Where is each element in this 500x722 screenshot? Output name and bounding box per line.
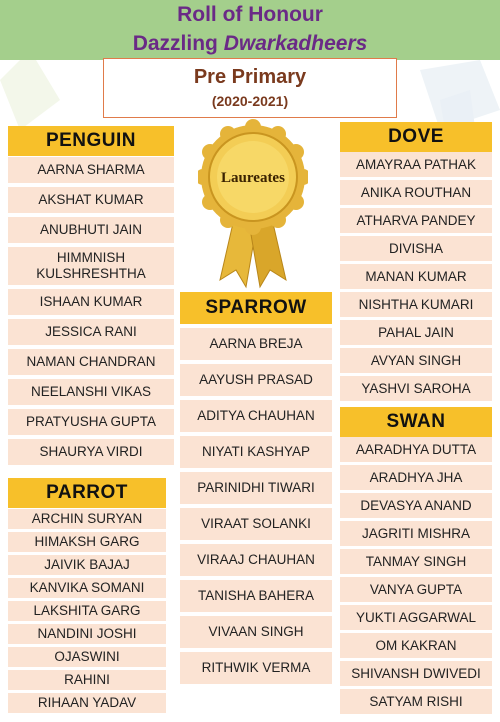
house-title-sparrow: SPARROW — [180, 292, 332, 324]
list-item: SATYAM RISHI — [340, 689, 492, 714]
list-item: PRATYUSHA GUPTA — [8, 409, 174, 435]
medal-label: Laureates — [221, 170, 285, 186]
list-item: VIVAAN SINGH — [180, 616, 332, 648]
list-item: YUKTI AGGARWAL — [340, 605, 492, 630]
list-item: ISHAAN KUMAR — [8, 289, 174, 315]
list-item: RAHINI — [8, 670, 166, 690]
list-item: RITHWIK VERMA — [180, 652, 332, 684]
list-item: VANYA GUPTA — [340, 577, 492, 602]
house-title-swan: SWAN — [340, 407, 492, 437]
list-item: ADITYA CHAUHAN — [180, 400, 332, 432]
house-title-parrot: PARROT — [8, 478, 166, 508]
list-item: NISHTHA KUMARI — [340, 292, 492, 317]
list-item: AAYUSH PRASAD — [180, 364, 332, 396]
section-title: Pre Primary — [193, 66, 307, 88]
list-item: NIYATI KASHYAP — [180, 436, 332, 468]
list-item: OJASWINI — [8, 647, 166, 667]
list-item: HIMMNISH KULSHRESHTHA — [8, 247, 174, 285]
academic-year: (2020-2021) — [211, 93, 289, 109]
list-item: NANDINI JOSHI — [8, 624, 166, 644]
list-item: LAKSHITA GARG — [8, 601, 166, 621]
section-heading-box — [103, 58, 397, 118]
list-item: ANUBHUTI JAIN — [8, 217, 174, 243]
list-item: NEELANSHI VIKAS — [8, 379, 174, 405]
list-item: TANMAY SINGH — [340, 549, 492, 574]
page-title: Roll of Honour — [177, 3, 323, 26]
page-subtitle: Dazzling Dwarkadheers — [132, 32, 368, 55]
gold-medal-icon — [198, 115, 308, 290]
list-item: VIRAAJ CHAUHAN — [180, 544, 332, 576]
list-item: TANISHA BAHERA — [180, 580, 332, 612]
list-item: HIMAKSH GARG — [8, 532, 166, 552]
list-item: JAGRITI MISHRA — [340, 521, 492, 546]
list-item: RIHAAN YADAV — [8, 693, 166, 713]
list-item: SHAURYA VIRDI — [8, 439, 174, 465]
list-item: AKSHAT KUMAR — [8, 187, 174, 213]
list-item: ANIKA ROUTHAN — [340, 180, 492, 205]
list-item: DIVISHA — [340, 236, 492, 261]
list-item: MANAN KUMAR — [340, 264, 492, 289]
list-item: AARNA BREJA — [180, 328, 332, 360]
house-title-penguin: PENGUIN — [8, 126, 174, 156]
title-banner — [0, 0, 500, 60]
list-item: PAHAL JAIN — [340, 320, 492, 345]
list-item: PARINIDHI TIWARI — [180, 472, 332, 504]
list-item: NAMAN CHANDRAN — [8, 349, 174, 375]
list-item: AARNA SHARMA — [8, 157, 174, 183]
list-item: AVYAN SINGH — [340, 348, 492, 373]
list-item: DEVASYA ANAND — [340, 493, 492, 518]
list-item: OM KAKRAN — [340, 633, 492, 658]
list-item: SHIVANSH DWIVEDI — [340, 661, 492, 686]
list-item: JAIVIK BAJAJ — [8, 555, 166, 575]
list-item: AMAYRAA PATHAK — [340, 152, 492, 177]
list-item: JESSICA RANI — [8, 319, 174, 345]
list-item: ARADHYA JHA — [340, 465, 492, 490]
list-item: AARADHYA DUTTA — [340, 437, 492, 462]
list-item: KANVIKA SOMANI — [8, 578, 166, 598]
subtitle-emphasis: Dwarkadheers — [223, 32, 368, 55]
list-item: VIRAAT SOLANKI — [180, 508, 332, 540]
list-item: ARCHIN SURYAN — [8, 509, 166, 529]
house-title-dove: DOVE — [340, 122, 492, 152]
list-item: YASHVI SAROHA — [340, 376, 492, 401]
list-item: ATHARVA PANDEY — [340, 208, 492, 233]
